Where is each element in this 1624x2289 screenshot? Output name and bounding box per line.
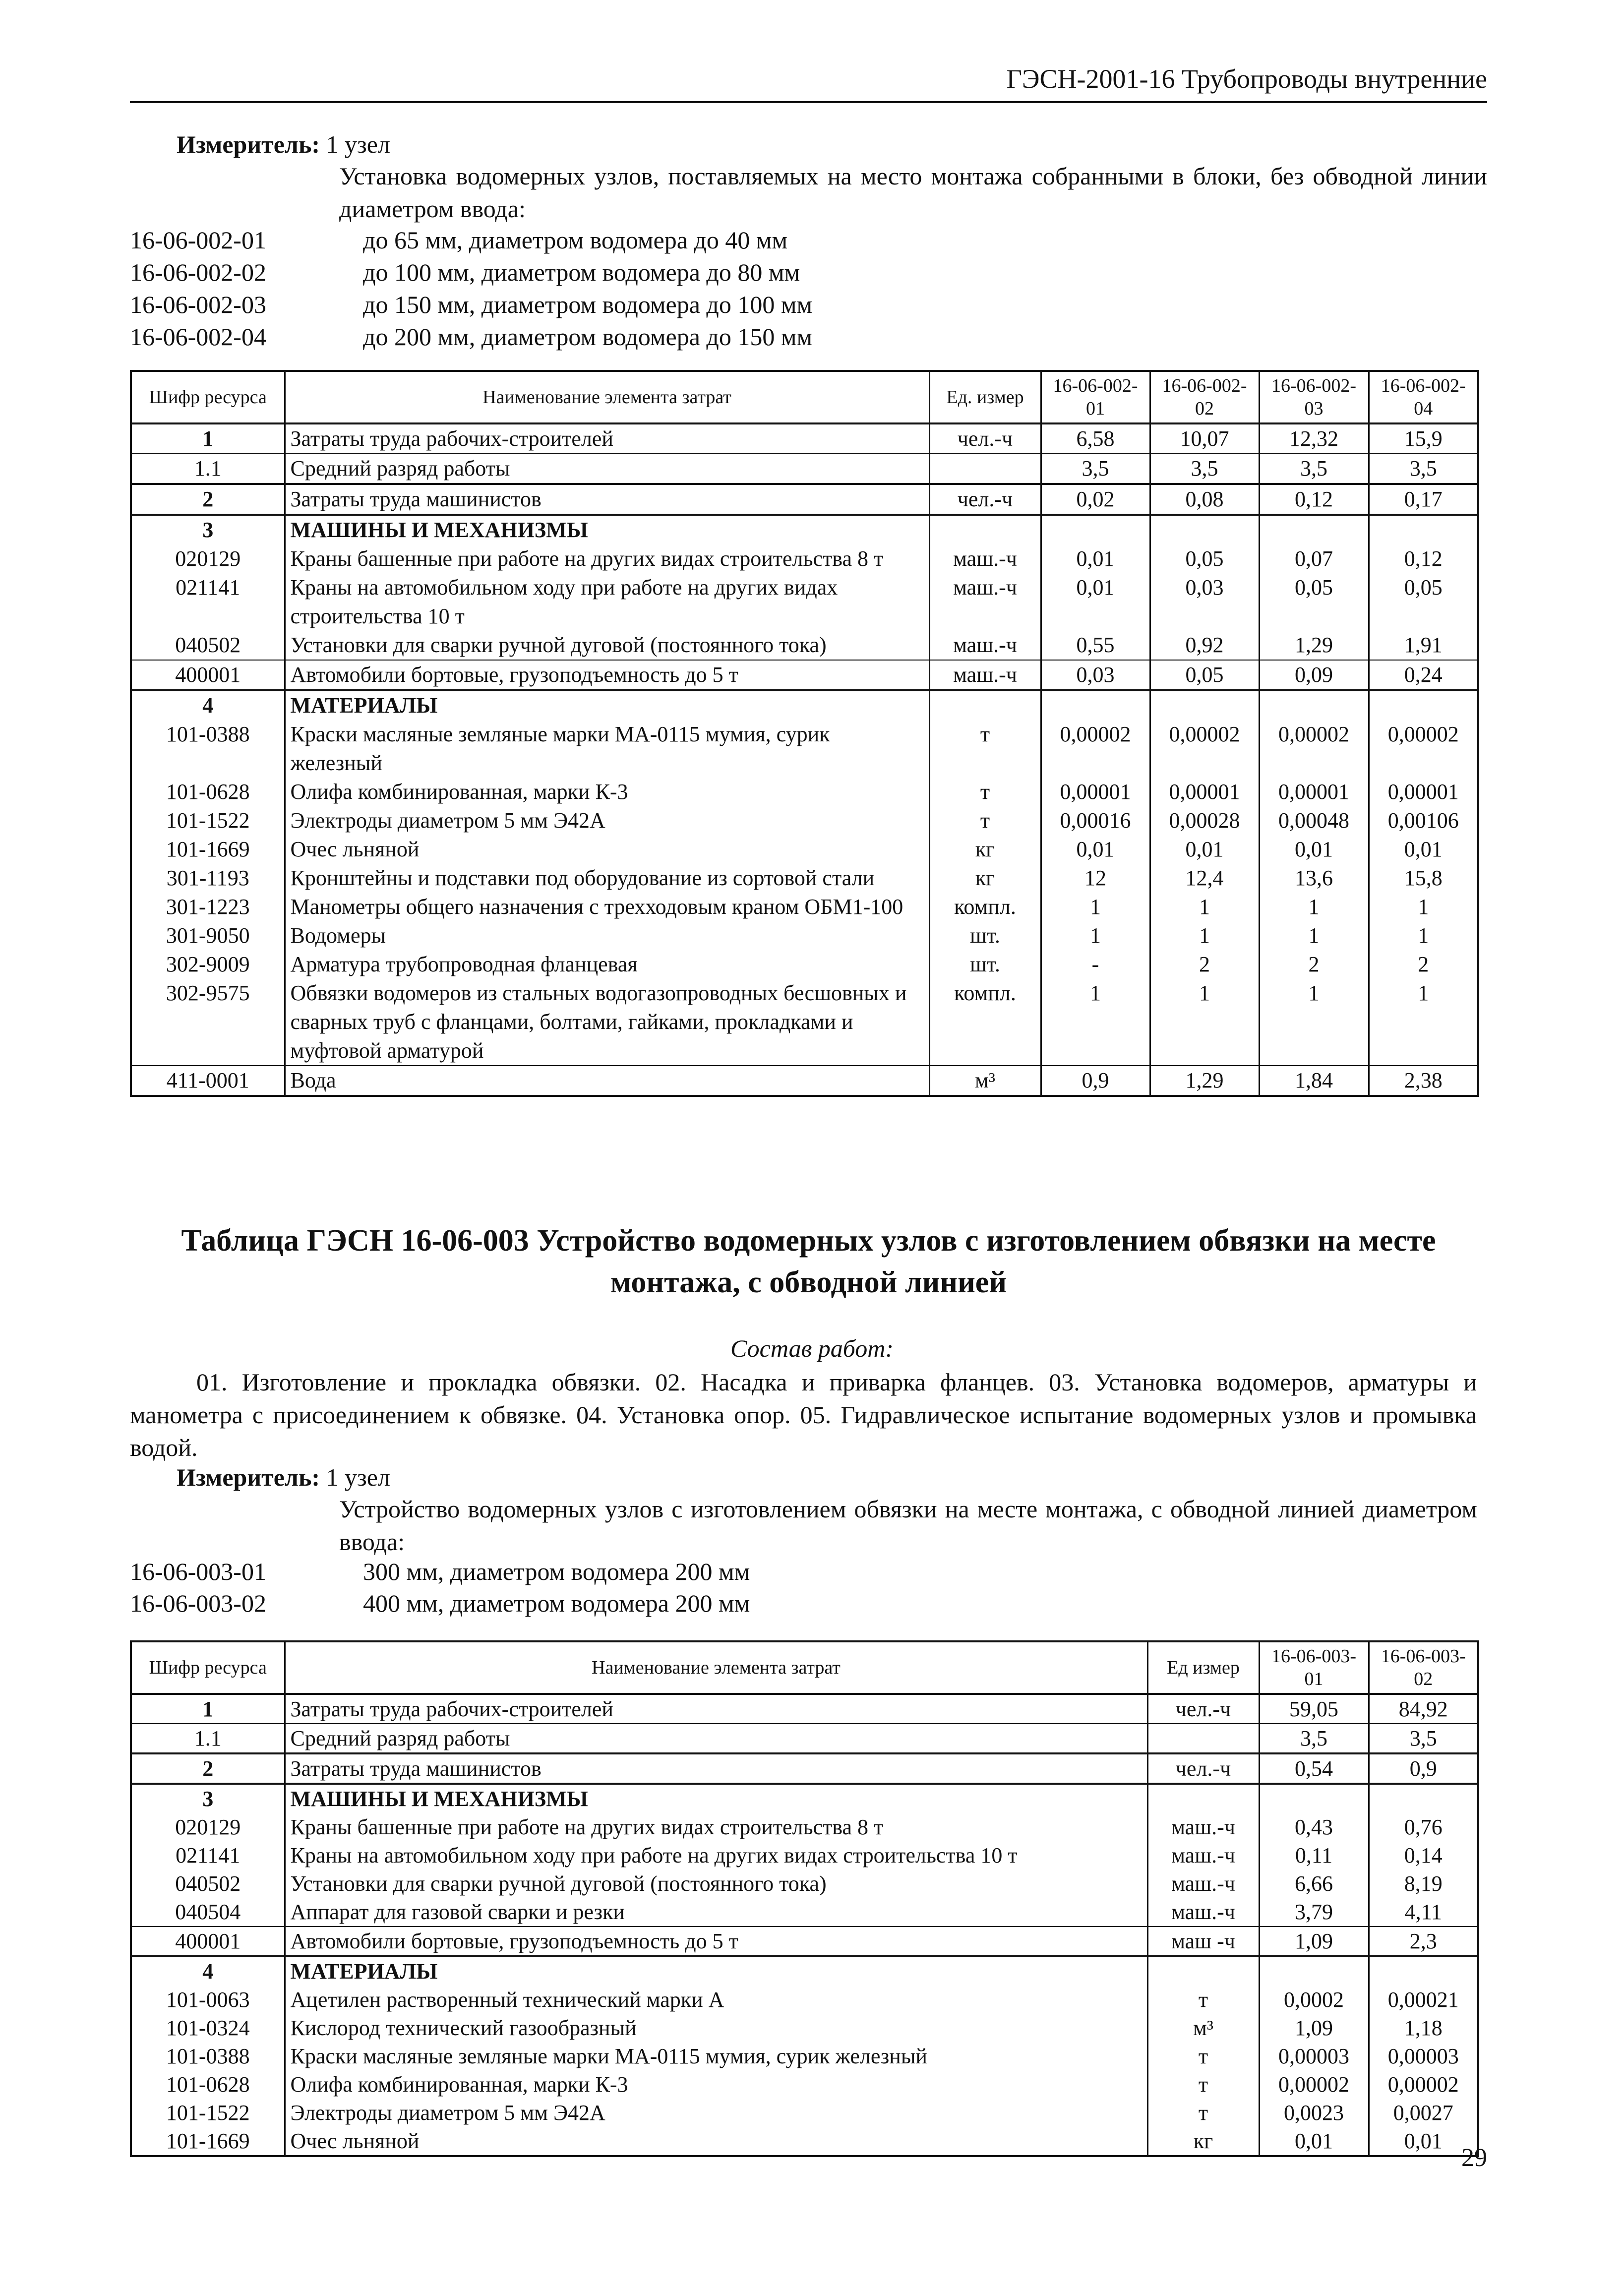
resource-name: Затраты труда рабочих-строителей	[285, 1694, 1147, 1724]
resource-value: 0,08	[1150, 484, 1259, 515]
resource-code: 021141	[131, 1841, 285, 1869]
col-header: 16-06-002-02	[1150, 371, 1259, 423]
resource-value: 0,00048	[1259, 806, 1369, 835]
resource-name: Краски масляные земляные марки МА-0115 мумия, сурик железный	[285, 2042, 1147, 2070]
resource-value: 59,05	[1259, 1694, 1369, 1724]
resource-table-1	[130, 370, 1479, 1097]
code-number: 16-06-003-01	[130, 1558, 266, 1585]
table-row	[131, 2127, 1478, 2156]
resource-value	[1369, 1956, 1478, 1986]
resource-code: 040502	[131, 1869, 285, 1898]
resource-name: Электроды диаметром 5 мм Э42А	[285, 806, 929, 835]
table-row	[131, 979, 1478, 1066]
resource-value: 6,66	[1259, 1869, 1369, 1898]
resource-code: 1	[131, 423, 285, 454]
resource-value: 1	[1150, 979, 1259, 1066]
resource-unit: чел.-ч	[929, 484, 1041, 515]
resource-code: 020129	[131, 544, 285, 573]
resource-value: 0,03	[1150, 573, 1259, 631]
resource-name: Затраты труда машинистов	[285, 484, 929, 515]
table-row	[131, 950, 1478, 979]
resource-name: МАШИНЫ И МЕХАНИЗМЫ	[285, 515, 929, 544]
resource-value: 0,00002	[1259, 720, 1369, 778]
code-text: 400 мм, диаметром водомера 200 мм	[363, 1589, 750, 1617]
resource-value: 3,79	[1259, 1898, 1369, 1927]
resource-name: Краны на автомобильном ходу при работе на других видах строительства 10 т	[285, 573, 929, 631]
resource-value	[1150, 515, 1259, 544]
resource-code: 040504	[131, 1898, 285, 1927]
col-header: 16-06-002-03	[1259, 371, 1369, 423]
table-row	[131, 835, 1478, 864]
resource-value: 0,55	[1041, 631, 1150, 660]
resource-value	[1041, 515, 1150, 544]
resource-name: Кислород технический газообразный	[285, 2014, 1147, 2042]
resource-unit	[929, 515, 1041, 544]
resource-value: 0,05	[1369, 573, 1478, 631]
col-header: Наименование элемента затрат	[285, 1641, 1147, 1694]
resource-unit: маш.-ч	[1147, 1813, 1259, 1841]
resource-value: 0,01	[1259, 2127, 1369, 2156]
resource-unit: т	[1147, 2042, 1259, 2070]
code-line	[130, 258, 1469, 288]
resource-value: 0,09	[1259, 660, 1369, 690]
resource-code: 3	[131, 1784, 285, 1813]
table-row	[131, 806, 1478, 835]
resource-value: 0,01	[1041, 573, 1150, 631]
resource-value: 0,00001	[1369, 778, 1478, 806]
resource-unit	[1147, 1784, 1259, 1813]
code-text: 300 мм, диаметром водомера 200 мм	[363, 1558, 750, 1585]
resource-unit: маш.-ч	[1147, 1898, 1259, 1927]
resource-code: 101-1522	[131, 806, 285, 835]
resource-value: 0,0023	[1259, 2099, 1369, 2127]
table-row	[131, 1784, 1478, 1813]
resource-name: Ацетилен растворенный технический марки А	[285, 1986, 1147, 2014]
resource-unit: т	[929, 720, 1041, 778]
resource-value: 0,54	[1259, 1753, 1369, 1784]
resource-name: Установки для сварки ручной дуговой (постоянного тока)	[285, 631, 929, 660]
table-row	[131, 1898, 1478, 1927]
running-header: ГЭСН-2001-16 Трубопроводы внутренние	[1006, 64, 1487, 94]
resource-code: 101-0063	[131, 1986, 285, 2014]
table-row	[131, 921, 1478, 950]
resource-code: 3	[131, 515, 285, 544]
resource-value: 12,4	[1150, 864, 1259, 893]
resource-unit: чел.-ч	[1147, 1694, 1259, 1724]
resource-value: 0,00003	[1259, 2042, 1369, 2070]
code-text: до 100 мм, диаметром водомера до 80 мм	[363, 258, 800, 286]
resource-value: 0,07	[1259, 544, 1369, 573]
resource-value: 8,19	[1369, 1869, 1478, 1898]
table-row	[131, 1753, 1478, 1784]
resource-unit: компл.	[929, 979, 1041, 1066]
resource-code: 1	[131, 1694, 285, 1724]
code-text: до 150 мм, диаметром водомера до 100 мм	[363, 291, 813, 318]
col-header: Шифр ресурса	[131, 1641, 285, 1694]
resource-unit: т	[929, 778, 1041, 806]
table-row	[131, 454, 1478, 484]
resource-value: 1,29	[1259, 631, 1369, 660]
resource-code: 302-9009	[131, 950, 285, 979]
resource-value: 1	[1041, 979, 1150, 1066]
resource-unit: маш.-ч	[929, 631, 1041, 660]
resource-value	[1259, 690, 1369, 720]
table-row	[131, 893, 1478, 921]
code-line	[130, 1589, 1469, 1619]
block1-description: Установка водомерных узлов, поставляемых на место монтажа собранными в блоки, без обводной линии диаметром ввода:	[339, 162, 1487, 223]
col-header: Ед измер	[1147, 1641, 1259, 1694]
resource-value: 1,09	[1259, 1927, 1369, 1956]
resource-value: 2,38	[1369, 1066, 1478, 1096]
resource-unit	[1147, 1724, 1259, 1753]
resource-value: 0,76	[1369, 1813, 1478, 1841]
resource-value: 15,9	[1369, 423, 1478, 454]
resource-code: 1.1	[131, 454, 285, 484]
resource-unit: м³	[1147, 2014, 1259, 2042]
measure-value: 1 узел	[326, 1463, 390, 1491]
resource-code: 1.1	[131, 1724, 285, 1753]
table-row	[131, 2099, 1478, 2127]
col-header: Шифр ресурса	[131, 371, 285, 423]
resource-code: 400001	[131, 1927, 285, 1956]
resource-value	[1259, 1784, 1369, 1813]
resource-value: 2,3	[1369, 1927, 1478, 1956]
resource-value: 0,11	[1259, 1841, 1369, 1869]
resource-value	[1369, 1784, 1478, 1813]
resource-unit: маш.-ч	[929, 660, 1041, 690]
resource-name: Автомобили бортовые, грузоподъемность до 5 т	[285, 1927, 1147, 1956]
resource-value: 3,5	[1369, 454, 1478, 484]
resource-name: Автомобили бортовые, грузоподъемность до 5 т	[285, 660, 929, 690]
table-body	[131, 1694, 1478, 2156]
table-row	[131, 2014, 1478, 2042]
resource-value: 3,5	[1150, 454, 1259, 484]
resource-unit	[1147, 1956, 1259, 1986]
resource-name: Краны башенные при работе на других видах строительства 8 т	[285, 544, 929, 573]
table-row	[131, 1066, 1478, 1096]
resource-code: 4	[131, 1956, 285, 1986]
resource-name: Затраты труда рабочих-строителей	[285, 423, 929, 454]
resource-code: 021141	[131, 573, 285, 631]
table-row	[131, 484, 1478, 515]
resource-unit: кг	[929, 864, 1041, 893]
resource-value: 0,00021	[1369, 1986, 1478, 2014]
resource-name: Краны башенные при работе на других видах строительства 8 т	[285, 1813, 1147, 1841]
col-header: 16-06-002-01	[1041, 371, 1150, 423]
resource-value: 12,32	[1259, 423, 1369, 454]
resource-value: 3,5	[1259, 454, 1369, 484]
resource-unit	[929, 690, 1041, 720]
resource-value: 0,05	[1150, 660, 1259, 690]
table-body	[131, 423, 1478, 1096]
resource-value: 1,84	[1259, 1066, 1369, 1096]
resource-code: 4	[131, 690, 285, 720]
resource-value: 0,12	[1259, 484, 1369, 515]
resource-value: 0,12	[1369, 544, 1478, 573]
table-row	[131, 864, 1478, 893]
measure-line-2	[177, 1463, 390, 1492]
resource-value: 0,00001	[1259, 778, 1369, 806]
table-row	[131, 778, 1478, 806]
resource-value: 1	[1259, 893, 1369, 921]
resource-value	[1259, 515, 1369, 544]
resource-unit: т	[1147, 2070, 1259, 2099]
table-row	[131, 1986, 1478, 2014]
resource-name: МАТЕРИАЛЫ	[285, 690, 929, 720]
resource-name: Кронштейны и подставки под оборудование из сортовой стали	[285, 864, 929, 893]
table-row	[131, 660, 1478, 690]
resource-name: Обвязки водомеров из стальных водогазопроводных бесшовных и сварных труб с фланцами, болтами, гайками, прокладками и муфтовой арматурой	[285, 979, 929, 1066]
table-row	[131, 544, 1478, 573]
resource-unit	[929, 454, 1041, 484]
resource-unit: чел.-ч	[929, 423, 1041, 454]
resource-value: 6,58	[1041, 423, 1150, 454]
resource-value: 1,29	[1150, 1066, 1259, 1096]
resource-unit: кг	[1147, 2127, 1259, 2156]
resource-value: 0,01	[1041, 544, 1150, 573]
resource-code: 101-0324	[131, 2014, 285, 2042]
resource-value: 0,01	[1369, 835, 1478, 864]
resource-value	[1369, 690, 1478, 720]
resource-value: 0,92	[1150, 631, 1259, 660]
resource-unit: маш.-ч	[1147, 1841, 1259, 1869]
table-row	[131, 1813, 1478, 1841]
col-header: 16-06-003-01	[1259, 1641, 1369, 1694]
resource-value: 10,07	[1150, 423, 1259, 454]
resource-value: 0,9	[1041, 1066, 1150, 1096]
resource-value: 1	[1259, 921, 1369, 950]
resource-unit: м³	[929, 1066, 1041, 1096]
resource-code: 101-0628	[131, 2070, 285, 2099]
resource-name: Средний разряд работы	[285, 1724, 1147, 1753]
code-line	[130, 322, 1469, 352]
resource-value: 4,11	[1369, 1898, 1478, 1927]
resource-value: 0,02	[1041, 484, 1150, 515]
resource-value: 1	[1041, 921, 1150, 950]
resource-name: Краски масляные земляные марки МА-0115 мумия, сурик железный	[285, 720, 929, 778]
measure-label: Измеритель:	[177, 130, 320, 158]
resource-name: Олифа комбинированная, марки К-3	[285, 2070, 1147, 2099]
resource-unit: т	[929, 806, 1041, 835]
resource-name: Манометры общего назначения с трехходовым краном ОБМ1-100	[285, 893, 929, 921]
resource-name: Затраты труда машинистов	[285, 1753, 1147, 1784]
resource-unit: маш.-ч	[1147, 1869, 1259, 1898]
resource-value: 0,00002	[1259, 2070, 1369, 2099]
code-line	[130, 1557, 1469, 1587]
code-number: 16-06-002-02	[130, 258, 266, 286]
resource-name: МАШИНЫ И МЕХАНИЗМЫ	[285, 1784, 1147, 1813]
page-number: 29	[1461, 2144, 1487, 2172]
resource-value: 0,00028	[1150, 806, 1259, 835]
resource-value: 2	[1150, 950, 1259, 979]
resource-code: 101-1669	[131, 835, 285, 864]
resource-name: Водомеры	[285, 921, 929, 950]
section-title: Таблица ГЭСН 16-06-003 Устройство водомерных узлов с изготовлением обвязки на месте монтажа, с обводной линией	[181, 1224, 1436, 1299]
resource-value: 1,18	[1369, 2014, 1478, 2042]
table-row	[131, 1927, 1478, 1956]
block2-description: Устройство водомерных узлов с изготовлением обвязки на месте монтажа, с обводной линией диаметром ввода:	[339, 1495, 1477, 1556]
resource-value: 1	[1150, 893, 1259, 921]
resource-value: 1	[1369, 979, 1478, 1066]
resource-value	[1150, 690, 1259, 720]
resource-unit: чел.-ч	[1147, 1753, 1259, 1784]
resource-value: 0,00002	[1041, 720, 1150, 778]
resource-unit: маш.-ч	[929, 573, 1041, 631]
resource-name: Очес льняной	[285, 2127, 1147, 2156]
resource-value: 3,5	[1369, 1724, 1478, 1753]
resource-value: 2	[1369, 950, 1478, 979]
resource-value: 13,6	[1259, 864, 1369, 893]
resource-value: 15,8	[1369, 864, 1478, 893]
resource-name: Вода	[285, 1066, 929, 1096]
resource-unit: шт.	[929, 921, 1041, 950]
resource-value	[1041, 690, 1150, 720]
col-header: Наименование элемента затрат	[285, 371, 929, 423]
resource-value: 1,91	[1369, 631, 1478, 660]
resource-value: 0,24	[1369, 660, 1478, 690]
col-header: 16-06-003-02	[1369, 1641, 1478, 1694]
table-row	[131, 1956, 1478, 1986]
resource-value: 0,01	[1041, 835, 1150, 864]
resource-value: 0,00002	[1369, 720, 1478, 778]
resource-unit: шт.	[929, 950, 1041, 979]
table-row	[131, 423, 1478, 454]
resource-code: 101-0388	[131, 720, 285, 778]
resource-code: 301-1193	[131, 864, 285, 893]
resource-value: 0,05	[1150, 544, 1259, 573]
resource-value: 2	[1259, 950, 1369, 979]
table-row	[131, 1869, 1478, 1898]
resource-unit: т	[1147, 1986, 1259, 2014]
resource-code: 101-0628	[131, 778, 285, 806]
resource-unit: кг	[929, 835, 1041, 864]
table-row	[131, 690, 1478, 720]
table-row	[131, 573, 1478, 631]
resource-value: 0,9	[1369, 1753, 1478, 1784]
resource-table-2	[130, 1640, 1479, 2157]
resource-code: 411-0001	[131, 1066, 285, 1096]
resource-value: 1	[1041, 893, 1150, 921]
resource-value: 84,92	[1369, 1694, 1478, 1724]
resource-code: 301-1223	[131, 893, 285, 921]
code-text: до 65 мм, диаметром водомера до 40 мм	[363, 226, 788, 254]
resource-value: 3,5	[1259, 1724, 1369, 1753]
code-line	[130, 290, 1469, 320]
resource-unit: маш -ч	[1147, 1927, 1259, 1956]
resource-unit: т	[1147, 2099, 1259, 2127]
table-row	[131, 515, 1478, 544]
resource-name: Арматура трубопроводная фланцевая	[285, 950, 929, 979]
table-row	[131, 1724, 1478, 1753]
resource-value: 0,00016	[1041, 806, 1150, 835]
resource-value: 0,00002	[1369, 2070, 1478, 2099]
code-text: до 200 мм, диаметром водомера до 150 мм	[363, 323, 813, 351]
resource-unit: маш.-ч	[929, 544, 1041, 573]
resource-value: 0,43	[1259, 1813, 1369, 1841]
resource-value: -	[1041, 950, 1150, 979]
resource-value: 1,09	[1259, 2014, 1369, 2042]
resource-value: 0,0002	[1259, 1986, 1369, 2014]
resource-value: 0,00106	[1369, 806, 1478, 835]
resource-value: 1	[1369, 921, 1478, 950]
resource-value: 3,5	[1041, 454, 1150, 484]
resource-code: 2	[131, 484, 285, 515]
resource-name: Электроды диаметром 5 мм Э42А	[285, 2099, 1147, 2127]
resource-name: Олифа комбинированная, марки К-3	[285, 778, 929, 806]
resource-value: 0,03	[1041, 660, 1150, 690]
resource-value: 0,00003	[1369, 2042, 1478, 2070]
table-row	[131, 720, 1478, 778]
resource-name: Средний разряд работы	[285, 454, 929, 484]
resource-value: 0,0027	[1369, 2099, 1478, 2127]
resource-code: 301-9050	[131, 921, 285, 950]
resource-code: 040502	[131, 631, 285, 660]
code-number: 16-06-003-02	[130, 1589, 266, 1617]
resource-value: 0,14	[1369, 1841, 1478, 1869]
col-header: 16-06-002-04	[1369, 371, 1478, 423]
resource-value: 1	[1259, 979, 1369, 1066]
resource-code: 302-9575	[131, 979, 285, 1066]
header-rule	[130, 101, 1487, 103]
resource-value	[1259, 1956, 1369, 1986]
resource-name: Краны на автомобильном ходу при работе на других видах строительства 10 т	[285, 1841, 1147, 1869]
resource-value: 1	[1369, 893, 1478, 921]
measure-value: 1 узел	[326, 130, 390, 158]
resource-name: Установки для сварки ручной дуговой (постоянного тока)	[285, 1869, 1147, 1898]
table-row	[131, 1694, 1478, 1724]
resource-value: 0,01	[1150, 835, 1259, 864]
resource-value: 1	[1150, 921, 1259, 950]
resource-value: 0,05	[1259, 573, 1369, 631]
table-row	[131, 2070, 1478, 2099]
resource-value: 0,00002	[1150, 720, 1259, 778]
table-row	[131, 1841, 1478, 1869]
code-line	[130, 226, 1469, 255]
measure-line-1	[177, 130, 390, 159]
code-number: 16-06-002-01	[130, 226, 266, 254]
resource-value	[1369, 515, 1478, 544]
measure-label: Измеритель:	[177, 1463, 320, 1491]
resource-value: 0,00001	[1041, 778, 1150, 806]
composition-title: Состав работ:	[730, 1334, 894, 1362]
resource-code: 020129	[131, 1813, 285, 1841]
resource-code: 101-1522	[131, 2099, 285, 2127]
resource-value: 0,17	[1369, 484, 1478, 515]
composition-text: 01. Изготовление и прокладка обвязки. 02. Насадка и приварка фланцев. 03. Установка водомеров, арматуры и манометра с присоединением к обвязке. 04. Установка опор. 05. Гидравлическое испытание водомерных узлов и промывка водой.	[130, 1368, 1477, 1461]
resource-value: 12	[1041, 864, 1150, 893]
resource-name: Очес льняной	[285, 835, 929, 864]
table-row	[131, 631, 1478, 660]
resource-value: 0,00001	[1150, 778, 1259, 806]
resource-code: 101-0388	[131, 2042, 285, 2070]
resource-name: Аппарат для газовой сварки и резки	[285, 1898, 1147, 1927]
code-number: 16-06-002-03	[130, 291, 266, 318]
resource-code: 2	[131, 1753, 285, 1784]
resource-code: 101-1669	[131, 2127, 285, 2156]
resource-unit: компл.	[929, 893, 1041, 921]
resource-code: 400001	[131, 660, 285, 690]
table-row	[131, 2042, 1478, 2070]
resource-value: 0,01	[1369, 2127, 1478, 2156]
code-number: 16-06-002-04	[130, 323, 266, 351]
resource-name: МАТЕРИАЛЫ	[285, 1956, 1147, 1986]
resource-value: 0,01	[1259, 835, 1369, 864]
col-header: Ед. измер	[929, 371, 1041, 423]
